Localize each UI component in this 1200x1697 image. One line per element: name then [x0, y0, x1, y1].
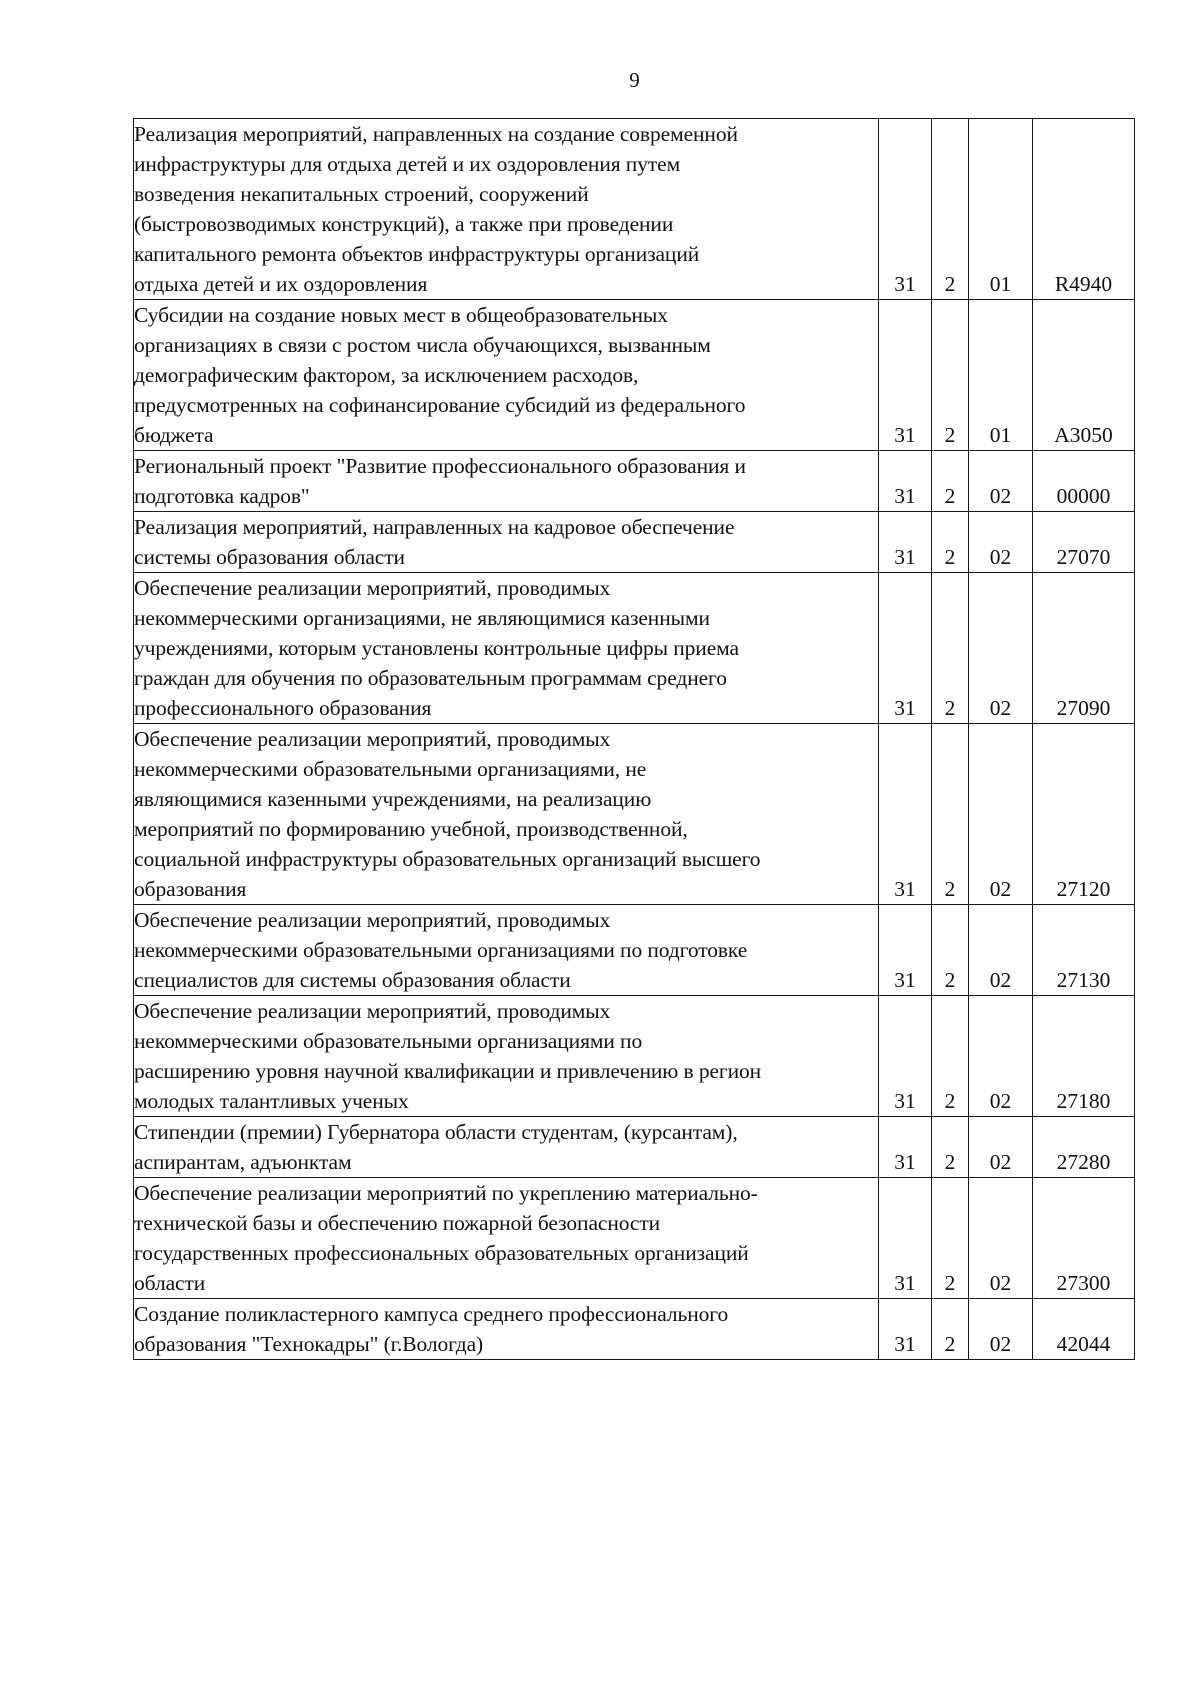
project-code: 02 [969, 996, 1033, 1117]
subprogram-code: 2 [932, 1299, 969, 1360]
subprogram-code: 2 [932, 573, 969, 724]
row-description [134, 119, 879, 300]
row-description [134, 1117, 879, 1178]
direction-code: 27120 [1033, 724, 1135, 905]
row-description [134, 996, 879, 1117]
program-code: 31 [879, 573, 932, 724]
description-line: Обеспечение реализации мероприятий, проводимых [134, 576, 611, 600]
project-code: 02 [969, 573, 1033, 724]
description-line: расширению уровня научной квалификации и привлечению в регион [134, 1059, 762, 1083]
direction-code: 27070 [1033, 512, 1135, 573]
description-line: подготовка кадров" [134, 484, 310, 508]
subprogram-code: 2 [932, 724, 969, 905]
table-row [134, 119, 1135, 300]
description-line: некоммерческими организациями, не являющимися казенными [134, 606, 710, 630]
direction-code: R4940 [1033, 119, 1135, 300]
table-row [134, 905, 1135, 996]
description-line: возведения некапитальных строений, сооружений [134, 182, 589, 206]
row-description [134, 573, 879, 724]
description-line: Субсидии на создание новых мест в общеобразовательных [134, 303, 668, 327]
description-line: мероприятий по формированию учебной, производственной, [134, 817, 688, 841]
description-line: отдыха детей и их оздоровления [134, 272, 428, 296]
project-code: 02 [969, 1117, 1033, 1178]
row-description [134, 1178, 879, 1299]
description-line: некоммерческими образовательными организациями по подготовке [134, 938, 748, 962]
table-row [134, 451, 1135, 512]
project-code: 01 [969, 300, 1033, 451]
row-description [134, 512, 879, 573]
program-code: 31 [879, 1299, 932, 1360]
program-code: 31 [879, 119, 932, 300]
direction-code: 27180 [1033, 996, 1135, 1117]
table-row [134, 1178, 1135, 1299]
subprogram-code: 2 [932, 512, 969, 573]
description-line: социальной инфраструктуры образовательных организаций высшего [134, 847, 761, 871]
direction-code: А3050 [1033, 300, 1135, 451]
description-line: некоммерческими образовательными организациями, не [134, 757, 647, 781]
direction-code: 27090 [1033, 573, 1135, 724]
subprogram-code: 2 [932, 300, 969, 451]
table-row [134, 1117, 1135, 1178]
project-code: 01 [969, 119, 1033, 300]
description-line: специалистов для системы образования области [134, 968, 571, 992]
description-line: Реализация мероприятий, направленных на кадровое обеспечение [134, 515, 735, 539]
description-line: системы образования области [134, 545, 405, 569]
project-code: 02 [969, 1299, 1033, 1360]
subprogram-code: 2 [932, 905, 969, 996]
subprogram-code: 2 [932, 996, 969, 1117]
program-code: 31 [879, 905, 932, 996]
description-line: предусмотренных на софинансирование субсидий из федерального [134, 393, 746, 417]
subprogram-code: 2 [932, 1178, 969, 1299]
program-code: 31 [879, 724, 932, 905]
program-code: 31 [879, 1117, 932, 1178]
description-line: являющимися казенными учреждениями, на реализацию [134, 787, 652, 811]
program-code: 31 [879, 300, 932, 451]
description-line: Обеспечение реализации мероприятий, проводимых [134, 999, 611, 1023]
description-line: Обеспечение реализации мероприятий по укреплению материально- [134, 1181, 758, 1205]
project-code: 02 [969, 451, 1033, 512]
direction-code: 27300 [1033, 1178, 1135, 1299]
description-line: технической базы и обеспечению пожарной безопасности [134, 1211, 661, 1235]
program-code: 31 [879, 1178, 932, 1299]
row-description [134, 451, 879, 512]
description-line: аспирантам, адъюнктам [134, 1150, 352, 1174]
project-code: 02 [969, 905, 1033, 996]
table-row [134, 724, 1135, 905]
description-line: молодых талантливых ученых [134, 1089, 409, 1113]
project-code: 02 [969, 512, 1033, 573]
direction-code: 00000 [1033, 451, 1135, 512]
program-code: 31 [879, 451, 932, 512]
description-line: Региональный проект "Развитие профессионального образования и [134, 454, 746, 478]
description-line: области [134, 1271, 206, 1295]
description-line: образования [134, 877, 247, 901]
subprogram-code: 2 [932, 451, 969, 512]
subprogram-code: 2 [932, 119, 969, 300]
description-line: Обеспечение реализации мероприятий, проводимых [134, 727, 611, 751]
budget-classification-table [133, 118, 1135, 1360]
direction-code: 27130 [1033, 905, 1135, 996]
description-line: Стипендии (премии) Губернатора области студентам, (курсантам), [134, 1120, 738, 1144]
description-line: Обеспечение реализации мероприятий, проводимых [134, 908, 611, 932]
project-code: 02 [969, 1178, 1033, 1299]
row-description [134, 300, 879, 451]
description-line: государственных профессиональных образовательных организаций [134, 1241, 749, 1265]
row-description [134, 1299, 879, 1360]
description-line: (быстровозводимых конструкций), а также при проведении [134, 212, 674, 236]
project-code: 02 [969, 724, 1033, 905]
direction-code: 27280 [1033, 1117, 1135, 1178]
row-description [134, 724, 879, 905]
description-line: капитального ремонта объектов инфраструктуры организаций [134, 242, 700, 266]
description-line: демографическим фактором, за исключением расходов, [134, 363, 639, 387]
description-line: некоммерческими образовательными организациями по [134, 1029, 643, 1053]
program-code: 31 [879, 996, 932, 1117]
description-line: профессионального образования [134, 696, 432, 720]
direction-code: 42044 [1033, 1299, 1135, 1360]
description-line: граждан для обучения по образовательным программам среднего [134, 666, 727, 690]
description-line: бюджета [134, 423, 214, 447]
description-line: Реализация мероприятий, направленных на создание современной [134, 122, 738, 146]
table-row [134, 300, 1135, 451]
description-line: Создание поликластерного кампуса среднего профессионального [134, 1302, 729, 1326]
description-line: учреждениями, которым установлены контрольные цифры приема [134, 636, 739, 660]
page-number: 9 [629, 68, 640, 92]
description-line: инфраструктуры для отдыха детей и их оздоровления путем [134, 152, 681, 176]
row-description [134, 905, 879, 996]
table-row [134, 512, 1135, 573]
table-row [134, 1299, 1135, 1360]
table-row [134, 996, 1135, 1117]
description-line: образования "Технокадры" (г.Вологда) [134, 1332, 484, 1356]
description-line: организациях в связи с ростом числа обучающихся, вызванным [134, 333, 711, 357]
table-row [134, 573, 1135, 724]
subprogram-code: 2 [932, 1117, 969, 1178]
program-code: 31 [879, 512, 932, 573]
